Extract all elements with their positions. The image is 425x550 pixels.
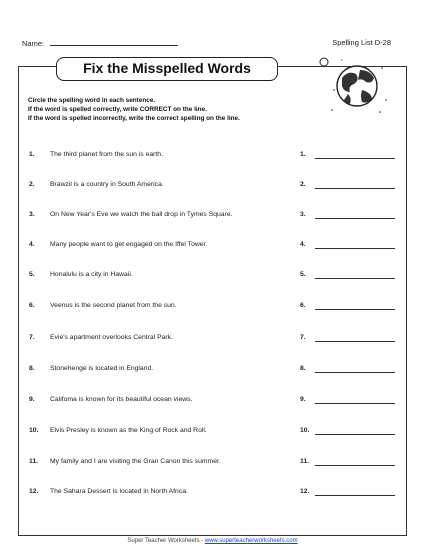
question-sentence: Stonehenge is located in England. <box>50 365 154 372</box>
answer-line[interactable] <box>315 278 395 279</box>
question-row <box>0 488 425 500</box>
answer-line[interactable] <box>315 495 395 496</box>
question-row <box>0 241 425 253</box>
answer-number: 6. <box>300 302 306 309</box>
question-number: 4. <box>29 241 35 248</box>
question-row <box>0 427 425 439</box>
question-sentence: Many people want to get engaged on the Iffel Tower. <box>50 241 208 248</box>
question-number: 9. <box>29 396 35 403</box>
worksheet-title: Fix the Misspelled Words <box>56 57 278 81</box>
answer-line[interactable] <box>315 341 395 342</box>
footer-brand: Super Teacher Worksheets <box>127 538 200 544</box>
question-number: 7. <box>29 334 35 341</box>
question-row <box>0 151 425 163</box>
question-number: 1. <box>29 151 35 158</box>
answer-line[interactable] <box>315 248 395 249</box>
question-row <box>0 458 425 470</box>
question-row <box>0 181 425 193</box>
answer-number: 3. <box>300 211 306 218</box>
answer-number: 7. <box>300 334 306 341</box>
answer-number: 9. <box>300 396 306 403</box>
answer-number: 5. <box>300 271 306 278</box>
question-row <box>0 396 425 408</box>
question-sentence: Evie's apartment overlooks Central Park. <box>50 334 173 341</box>
question-number: 2. <box>29 181 35 188</box>
answer-line[interactable] <box>315 434 395 435</box>
earth-icon <box>312 50 392 120</box>
answer-line[interactable] <box>315 188 395 189</box>
instruction-line: Circle the spelling word in each sentence. <box>28 97 156 104</box>
instruction-line: If the word is spelled incorrectly, write the correct spelling on the line. <box>28 115 240 122</box>
answer-line[interactable] <box>315 372 395 373</box>
question-number: 5. <box>29 271 35 278</box>
question-sentence: The Sahara Dessert is located in North Africa. <box>50 488 188 495</box>
question-row <box>0 334 425 346</box>
answer-number: 10. <box>300 427 310 434</box>
answer-line[interactable] <box>315 403 395 404</box>
spelling-list-id: Spelling List D-28 <box>332 38 391 47</box>
footer-url-link[interactable]: www.superteacherworksheets.com <box>204 538 298 544</box>
answer-line[interactable] <box>315 465 395 466</box>
answer-number: 12. <box>300 488 310 495</box>
answer-number: 11. <box>300 458 310 465</box>
answer-line[interactable] <box>315 158 395 159</box>
question-number: 12. <box>29 488 39 495</box>
question-row <box>0 365 425 377</box>
question-sentence: On New Year's Eve we watch the ball drop in Tymes Square. <box>50 211 233 218</box>
name-row <box>22 38 178 48</box>
answer-line[interactable] <box>315 218 395 219</box>
question-row <box>0 302 425 314</box>
name-field[interactable] <box>50 38 178 46</box>
question-number: 8. <box>29 365 35 372</box>
question-number: 6. <box>29 302 35 309</box>
question-row <box>0 271 425 283</box>
question-number: 11. <box>29 458 39 465</box>
answer-number: 2. <box>300 181 306 188</box>
question-row <box>0 211 425 223</box>
answer-number: 8. <box>300 365 306 372</box>
name-label: Name: <box>22 39 45 48</box>
footer <box>0 538 425 544</box>
question-number: 10. <box>29 427 39 434</box>
question-number: 3. <box>29 211 35 218</box>
question-sentence: My family and I are visiting the Gran Canon this summer. <box>50 458 221 465</box>
answer-number: 4. <box>300 241 306 248</box>
answer-line[interactable] <box>315 309 395 310</box>
footer-separator: - <box>201 538 204 544</box>
question-sentence: Califoma is known for its beautiful ocean views. <box>50 396 193 403</box>
question-sentence: Honalulu is a city in Hawaii. <box>50 271 133 278</box>
instruction-line: If the word is spelled correctly, write CORRECT on the line. <box>28 106 207 113</box>
answer-number: 1. <box>300 151 306 158</box>
question-sentence: The third planet from the sun is earth. <box>50 151 163 158</box>
question-sentence: Elvis Presley is known as the King of Rock and Roll. <box>50 427 207 434</box>
instructions <box>28 96 240 123</box>
question-sentence: Veenus is the second planet from the sun. <box>50 302 177 309</box>
question-sentence: Brawzil is a country in South America. <box>50 181 164 188</box>
